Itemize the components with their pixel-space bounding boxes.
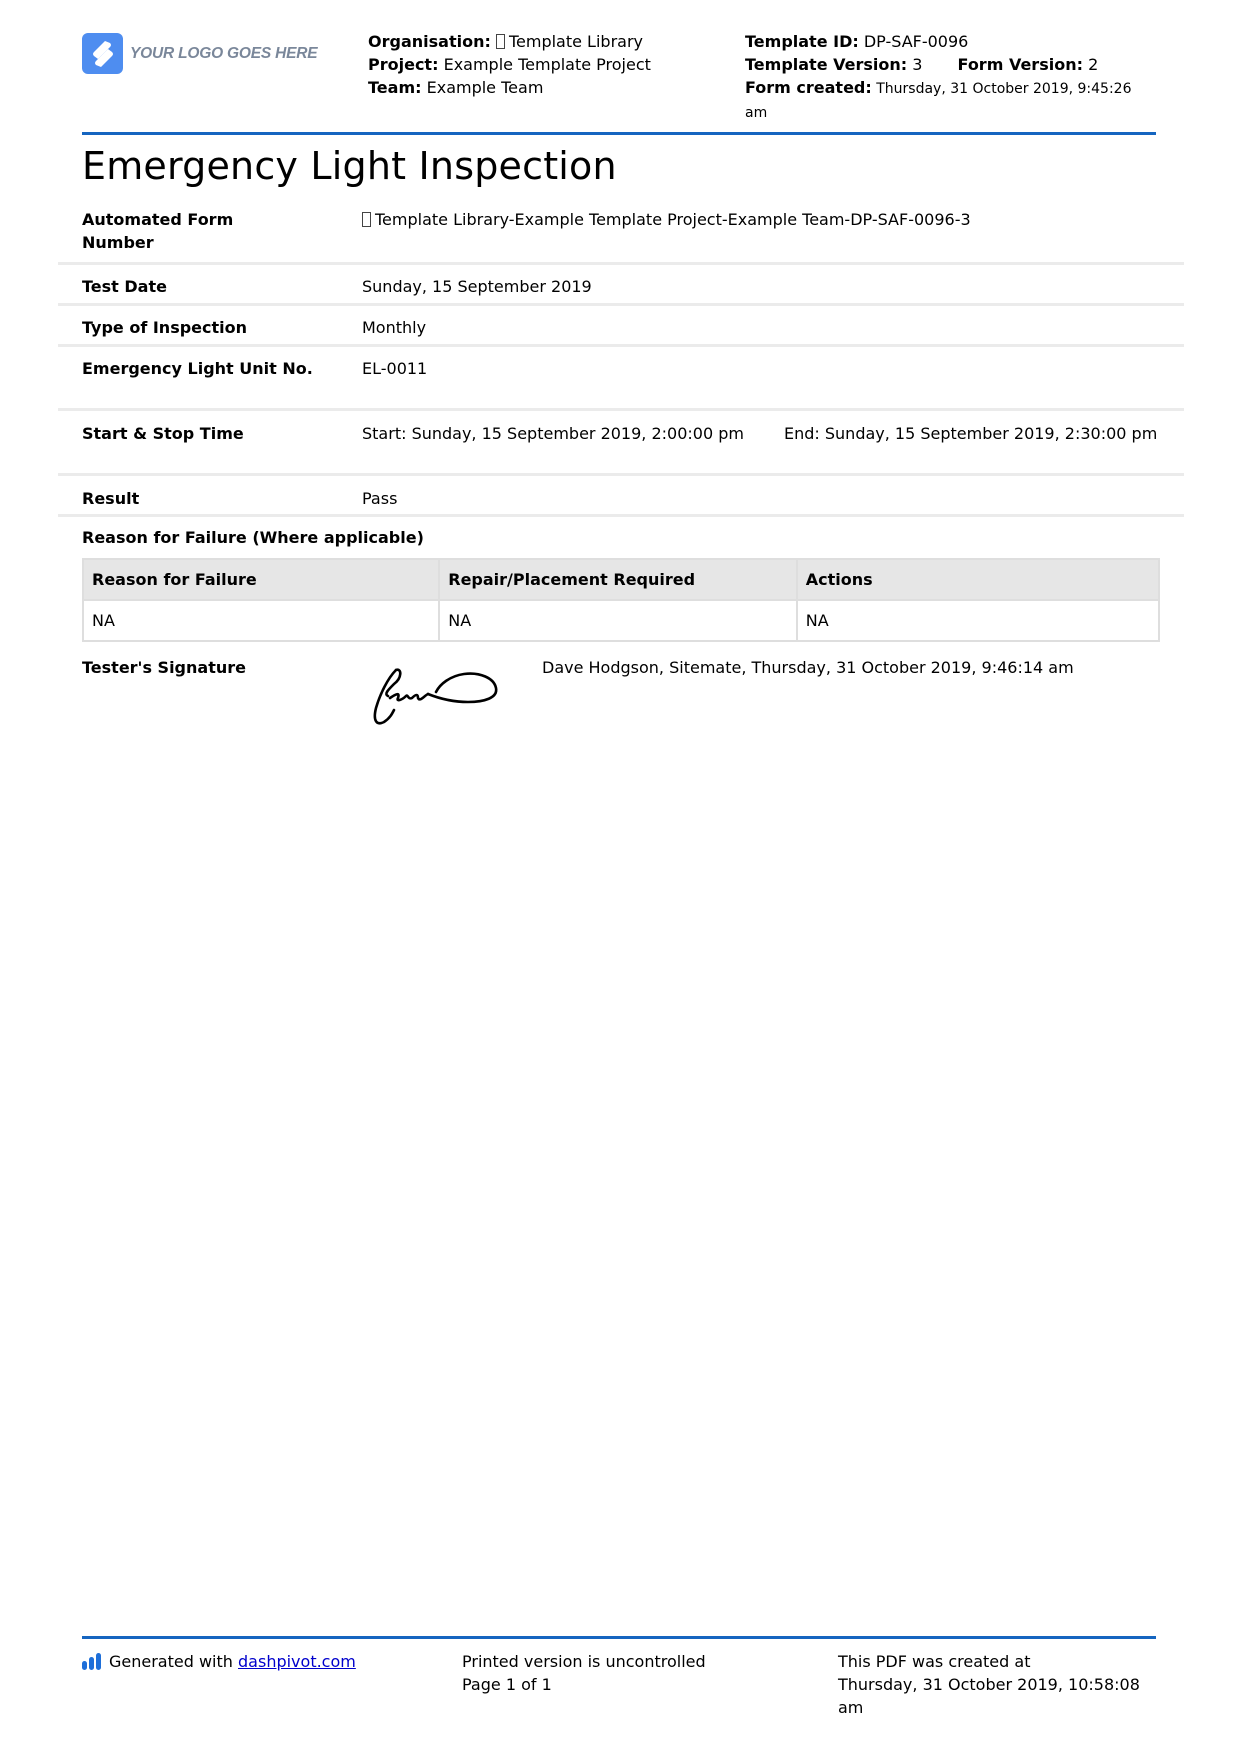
organisation-label: Organisation:	[368, 32, 491, 51]
company-logo	[82, 33, 317, 74]
organisation-info	[368, 30, 728, 99]
template-id-label: Template ID:	[745, 32, 859, 51]
template-id-line	[745, 30, 1165, 53]
template-info	[745, 30, 1165, 125]
template-id-value: DP-SAF-0096	[863, 32, 969, 51]
form-created-line	[745, 76, 1145, 125]
template-version-value: 3	[912, 55, 923, 74]
field-value: Sunday, 15 September 2019	[362, 277, 592, 296]
column-header-reason: Reason for Failure	[83, 559, 439, 600]
field-test-date	[58, 265, 1184, 306]
missing-glyph-icon	[362, 212, 371, 227]
organisation-line	[368, 30, 728, 53]
form-fields	[58, 206, 1184, 517]
logo-text: YOUR LOGO GOES HERE	[130, 45, 318, 62]
field-label: Type of Inspection	[82, 318, 248, 337]
form-version-label: Form Version:	[957, 55, 1083, 74]
table-row	[83, 600, 1159, 641]
field-result	[58, 476, 1184, 517]
template-version-label: Template Version:	[745, 55, 908, 74]
project-line	[368, 53, 728, 76]
field-value: Pass	[362, 489, 398, 508]
signature-label: Tester's Signature	[82, 658, 246, 677]
field-value: Monthly	[362, 318, 427, 337]
organisation-value: Template Library	[508, 32, 643, 51]
automated-form-number-value: Template Library-Example Template Project-Example Team-DP-SAF-0096-3	[375, 210, 971, 229]
pdf-created-timestamp: Thursday, 31 October 2019, 10:58:08 am	[838, 1675, 1140, 1717]
pdf-created-label: This PDF was created at	[838, 1652, 1031, 1671]
form-version-value: 2	[1088, 55, 1099, 74]
logo-mark-icon	[82, 33, 123, 74]
generated-prefix: Generated with	[109, 1652, 233, 1671]
failure-section-label: Reason for Failure (Where applicable)	[82, 528, 424, 547]
table-cell-actions: NA	[797, 600, 1159, 641]
document-header	[82, 30, 1156, 122]
dashpivot-link[interactable]: dashpivot.com	[238, 1652, 356, 1671]
column-header-repair: Repair/Placement Required	[439, 559, 797, 600]
project-value: Example Template Project	[443, 55, 651, 74]
signature-details: Dave Hodgson, Sitemate, Thursday, 31 October 2019, 9:46:14 am	[542, 658, 1074, 677]
table-header-row	[83, 559, 1159, 600]
table-cell-reason: NA	[83, 600, 439, 641]
page-number: Page 1 of 1	[462, 1675, 552, 1694]
signature-image	[368, 664, 502, 730]
footer-divider	[82, 1636, 1156, 1639]
field-value	[362, 206, 1184, 262]
table-cell-repair: NA	[439, 600, 797, 641]
form-created-label: Form created:	[745, 78, 872, 97]
page-title: Emergency Light Inspection	[82, 144, 617, 188]
field-start-stop-time	[58, 411, 1184, 476]
field-type-of-inspection	[58, 306, 1184, 347]
header-divider	[82, 132, 1156, 135]
missing-glyph-icon	[496, 34, 505, 49]
project-label: Project:	[368, 55, 439, 74]
start-time-value: Start: Sunday, 15 September 2019, 2:00:00 pm	[362, 424, 744, 443]
field-label: Test Date	[82, 277, 167, 296]
version-line	[745, 53, 1165, 76]
field-automated-form-number	[58, 206, 1184, 265]
field-label: Result	[82, 489, 140, 508]
pdf-created-info	[838, 1650, 1168, 1719]
field-emergency-light-unit-no	[58, 347, 1184, 411]
form-created-value: Thursday, 31 October 2019, 9:45:26 am	[745, 81, 1132, 121]
generated-with	[82, 1650, 356, 1673]
column-header-actions: Actions	[797, 559, 1159, 600]
field-label: Start & Stop Time	[82, 424, 244, 443]
dashpivot-bars-icon	[82, 1653, 101, 1670]
field-label: Emergency Light Unit No.	[82, 359, 313, 378]
print-info	[462, 1650, 706, 1696]
end-time-value: End: Sunday, 15 September 2019, 2:30:00 pm	[784, 424, 1158, 443]
team-value: Example Team	[426, 78, 544, 97]
team-line	[368, 76, 728, 99]
field-label: Automated Form Number	[82, 210, 234, 252]
field-value: EL-0011	[362, 359, 428, 378]
uncontrolled-notice: Printed version is uncontrolled	[462, 1652, 706, 1671]
team-label: Team:	[368, 78, 422, 97]
failure-table	[82, 558, 1160, 642]
